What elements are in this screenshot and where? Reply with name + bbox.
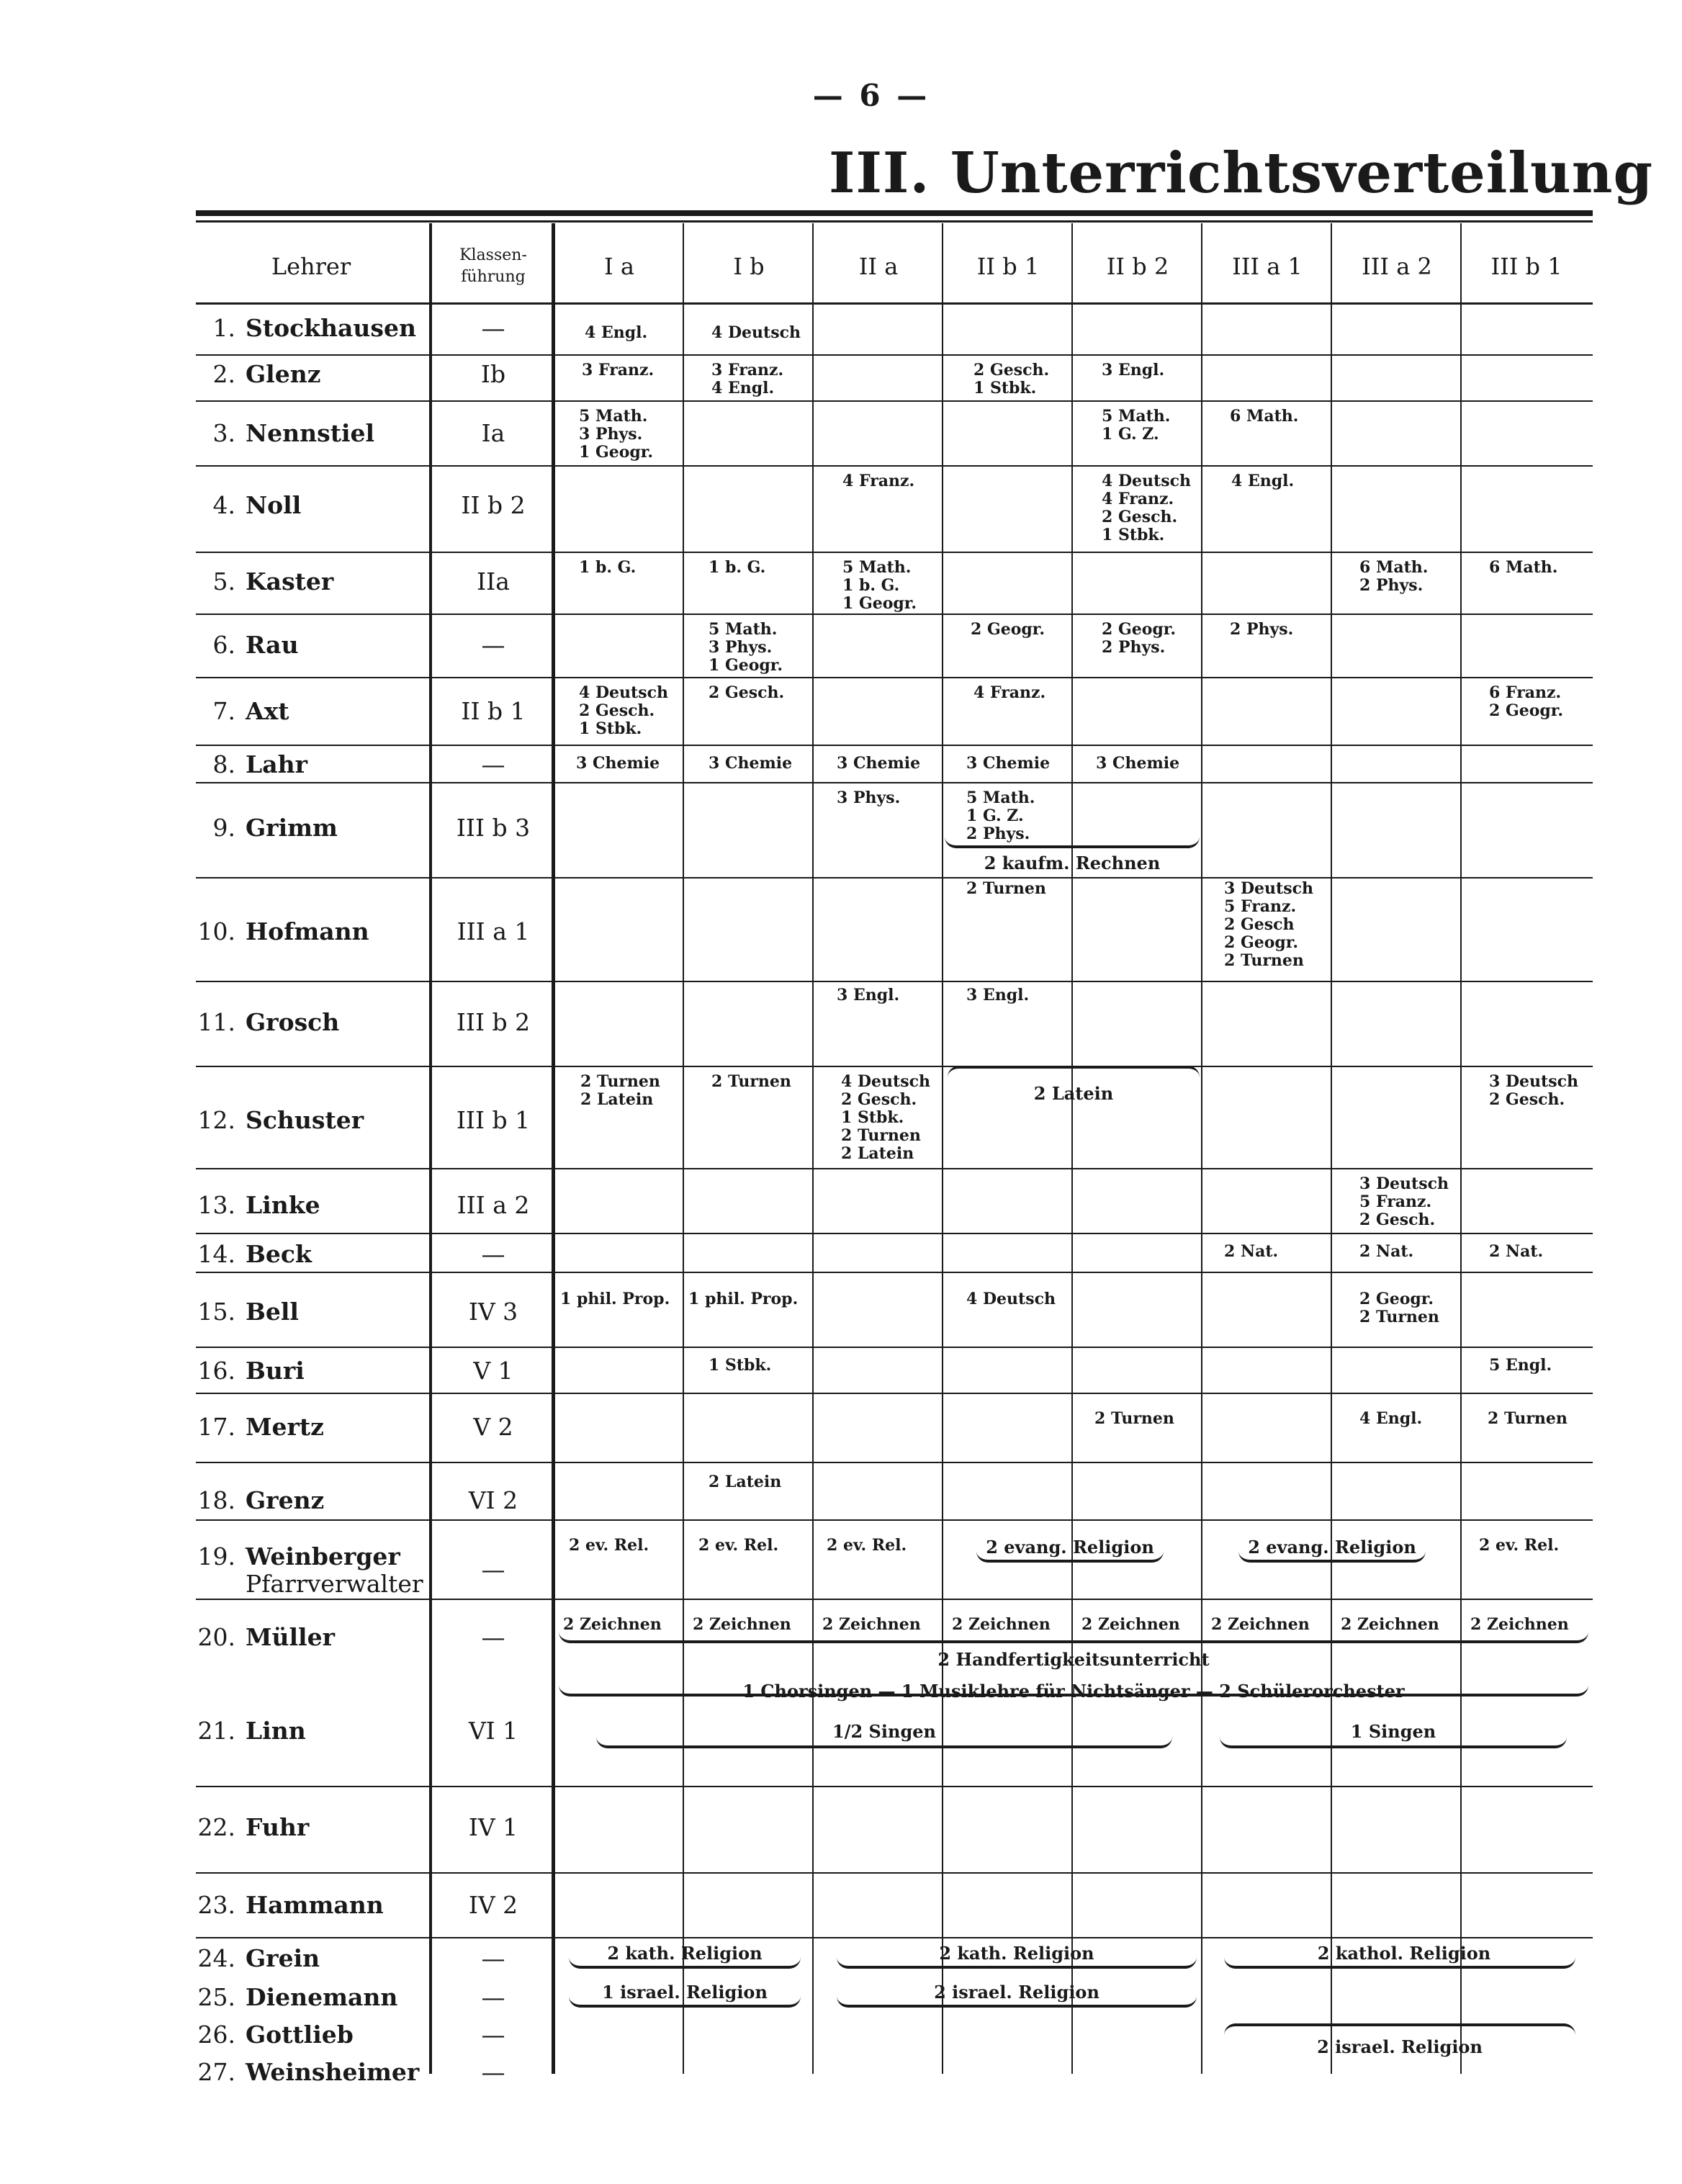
page-title: III. Unterrichtsverteilung <box>828 140 1653 206</box>
page-number: — 6 — <box>812 78 930 113</box>
span-brace <box>837 1993 1197 2008</box>
col-header-IIb1: II b 1 <box>976 253 1040 280</box>
row-rule <box>196 677 1593 678</box>
span-brace <box>1224 1954 1575 1969</box>
teacher-row: 3. Nennstiel <box>212 419 375 447</box>
grid-vline <box>683 223 684 2074</box>
span-label: 1/2 Singen <box>832 1721 936 1742</box>
span-label: 2 evang. Religion <box>1248 1537 1416 1558</box>
teacher-row: 20. Müller <box>197 1623 335 1651</box>
schedule-cell: 2 Zeichnen <box>693 1615 791 1634</box>
class-lead: VI 1 <box>468 1717 518 1745</box>
col-header-teacher: Lehrer <box>271 253 351 280</box>
class-lead: III a 1 <box>457 917 530 945</box>
row-rule <box>196 1347 1593 1348</box>
teacher-row: 24. Grein <box>197 1944 320 1972</box>
row-rule <box>196 981 1593 982</box>
class-lead: — <box>481 1555 505 1583</box>
span-brace <box>569 1954 801 1969</box>
class-lead: — <box>481 631 505 659</box>
schedule-cell: 3 Deutsch 5 Franz. 2 Gesch. <box>1359 1174 1449 1229</box>
grid-vline <box>942 223 943 2074</box>
schedule-cell: 6 Math. 2 Phys. <box>1359 558 1429 595</box>
schedule-cell: 4 Deutsch <box>711 323 801 342</box>
teacher-row: 16. Buri <box>197 1357 305 1385</box>
col-header-IIIa2: III a 2 <box>1362 253 1432 280</box>
span-label: 1 Chorsingen — 1 Musiklehre für Nichtsänger — 2 Schülerorchester <box>742 1681 1405 1702</box>
class-lead: — <box>481 314 505 342</box>
schedule-cell: 2 Zeichnen <box>1470 1615 1569 1634</box>
span-label: 2 israel. Religion <box>934 1982 1099 2003</box>
row-rule <box>196 552 1593 553</box>
schedule-cell: 2 Zeichnen <box>822 1615 921 1634</box>
header-rule-thin <box>196 220 1593 223</box>
schedule-cell: 1 b. G. <box>579 558 637 577</box>
class-lead: IV 1 <box>468 1813 518 1841</box>
schedule-cell: 2 Nat. <box>1224 1242 1279 1261</box>
class-lead: IV 2 <box>468 1891 518 1919</box>
teacher-row: 23. Hammann <box>197 1891 384 1919</box>
span-label: 2 Handfertigkeitsunterricht <box>937 1649 1210 1670</box>
schedule-cell: 5 Math. 1 G. Z. <box>1102 407 1171 444</box>
schedule-cell: 4 Deutsch 2 Gesch. 1 Stbk. 2 Turnen 2 Latein <box>841 1072 930 1163</box>
schedule-cell: 2 ev. Rel. <box>1479 1536 1560 1555</box>
teacher-row: 2. Glenz <box>212 360 321 388</box>
schedule-cell: 2 Gesch. 1 Stbk. <box>973 361 1050 397</box>
row-rule <box>196 1872 1593 1874</box>
teacher-row: 27. Weinsheimer <box>197 2058 420 2086</box>
schedule-cell: 2 Geogr. 2 Phys. <box>1102 620 1177 657</box>
schedule-cell: 2 Zeichnen <box>1341 1615 1439 1634</box>
teacher-row: 13. Linke <box>197 1191 320 1219</box>
schedule-cell: 2 Turnen <box>711 1072 791 1091</box>
schedule-cell: 5 Math. 1 G. Z. 2 Phys. <box>966 788 1035 843</box>
schedule-cell: 4 Deutsch 4 Franz. 2 Gesch. 1 Stbk. <box>1102 472 1191 544</box>
header-rule-thick <box>196 210 1593 216</box>
grid-vline <box>1201 223 1202 2074</box>
class-lead: IV 3 <box>468 1298 518 1326</box>
schedule-cell: 1 phil. Prop. <box>688 1290 799 1308</box>
class-lead: — <box>481 750 505 778</box>
teacher-row: 1. Stockhausen <box>212 314 416 342</box>
header-bottom-rule <box>196 302 1593 305</box>
class-lead: III a 2 <box>457 1191 530 1219</box>
teacher-row: 15. Bell <box>197 1298 299 1326</box>
teacher-row: 12. Schuster <box>197 1106 364 1134</box>
grid-vline <box>1460 223 1462 2074</box>
span-brace <box>559 1629 1588 1643</box>
row-rule <box>196 877 1593 878</box>
teacher-row: 14. Beck <box>197 1240 312 1268</box>
schedule-cell: 3 Franz. <box>582 361 655 379</box>
col-header-Ia: I a <box>604 253 634 280</box>
teacher-row: 26. Gottlieb <box>197 2021 354 2049</box>
class-lead: — <box>481 1983 505 2011</box>
class-lead: III b 1 <box>456 1106 531 1134</box>
teacher-subtitle: Pfarrverwalter <box>246 1570 423 1598</box>
teacher-row: 18. Grenz <box>197 1486 325 1514</box>
schedule-cell: 3 Engl. <box>837 986 900 1005</box>
teacher-row: 6. Rau <box>212 631 299 659</box>
schedule-cell: 4 Franz. <box>973 683 1046 702</box>
schedule-cell: 4 Deutsch 2 Gesch. 1 Stbk. <box>579 683 668 738</box>
schedule-cell: 2 Turnen <box>1488 1409 1568 1428</box>
schedule-cell: 3 Chemie <box>576 754 660 773</box>
row-rule <box>196 1599 1593 1600</box>
span-label: 1 israel. Religion <box>602 1982 768 2003</box>
schedule-cell: 2 ev. Rel. <box>827 1536 907 1555</box>
schedule-cell: 1 Stbk. <box>709 1356 772 1375</box>
schedule-cell: 2 Zeichnen <box>563 1615 662 1634</box>
schedule-cell: 6 Math. <box>1489 558 1558 577</box>
class-lead: V 2 <box>473 1413 513 1441</box>
row-rule <box>196 354 1593 356</box>
teacher-row: 11. Grosch <box>197 1008 340 1036</box>
row-rule <box>196 1066 1593 1067</box>
row-rule <box>196 1462 1593 1463</box>
grid-vline <box>1331 223 1332 2074</box>
row-rule <box>196 1168 1593 1169</box>
row-rule <box>196 400 1593 402</box>
teacher-row: 5. Kaster <box>212 567 334 596</box>
teacher-row: 9. Grimm <box>212 814 338 842</box>
schedule-cell: 4 Engl. <box>1231 472 1295 490</box>
schedule-cell: 2 Turnen <box>966 879 1046 898</box>
grid-vline <box>812 223 814 2074</box>
row-rule <box>196 1233 1593 1234</box>
span-label: 2 kaufm. Rechnen <box>984 853 1161 873</box>
span-brace <box>976 1548 1164 1563</box>
schedule-cell: 3 Deutsch 5 Franz. 2 Gesch 2 Geogr. 2 Turnen <box>1224 879 1313 970</box>
schedule-cell: 2 Zeichnen <box>1211 1615 1310 1634</box>
schedule-cell: 1 phil. Prop. <box>560 1290 670 1308</box>
schedule-cell: 4 Engl. <box>585 323 648 342</box>
schedule-cell: 3 Franz. 4 Engl. <box>711 361 784 397</box>
span-brace <box>1238 1548 1426 1563</box>
class-lead: Ia <box>481 419 505 447</box>
teacher-row: 4. Noll <box>212 491 302 519</box>
schedule-cell: 2 Turnen <box>1094 1409 1174 1428</box>
schedule-cell: 2 ev. Rel. <box>569 1536 649 1555</box>
row-rule <box>196 1393 1593 1394</box>
row-rule <box>196 1937 1593 1938</box>
row-rule <box>196 1519 1593 1521</box>
class-lead: — <box>481 1240 505 1268</box>
class-lead: IIa <box>477 567 510 596</box>
schedule-cell: 3 Engl. <box>1102 361 1165 379</box>
teacher-row: 7. Axt <box>212 697 289 725</box>
row-rule <box>196 465 1593 467</box>
span-label: 2 Latein <box>1033 1083 1114 1104</box>
span-brace <box>837 1954 1197 1969</box>
span-label: 2 kathol. Religion <box>1317 1943 1491 1964</box>
grid-vline <box>1071 223 1073 2074</box>
span-brace <box>948 1066 1200 1080</box>
span-label: 2 kath. Religion <box>939 1943 1094 1964</box>
span-label: 2 kath. Religion <box>607 1943 763 1964</box>
schedule-cell: 5 Math. 3 Phys. 1 Geogr. <box>579 407 654 462</box>
row-rule <box>196 1272 1593 1273</box>
class-lead: — <box>481 1623 505 1651</box>
schedule-cell: 3 Deutsch 2 Gesch. <box>1489 1072 1578 1109</box>
class-lead: III b 3 <box>456 814 531 842</box>
span-label: 2 evang. Religion <box>986 1537 1154 1558</box>
schedule-cell: 3 Chemie <box>709 754 793 773</box>
schedule-cell: 2 Phys. <box>1230 620 1294 639</box>
span-brace <box>945 834 1200 848</box>
schedule-cell: 5 Math. 3 Phys. 1 Geogr. <box>709 620 783 675</box>
schedule-cell: 2 ev. Rel. <box>698 1536 779 1555</box>
schedule-cell: 3 Engl. <box>966 986 1030 1005</box>
teacher-row: 8. Lahr <box>212 750 307 778</box>
schedule-cell: 4 Deutsch <box>966 1290 1056 1308</box>
schedule-cell: 2 Latein <box>709 1473 782 1491</box>
span-label: 2 israel. Religion <box>1317 2036 1483 2057</box>
teacher-row: 19. Weinberger <box>197 1542 400 1570</box>
row-rule <box>196 745 1593 746</box>
schedule-cell: 2 Geogr. <box>971 620 1045 639</box>
class-lead: VI 2 <box>468 1486 518 1514</box>
span-brace <box>1224 2023 1575 2038</box>
col-header-IIIb1: III b 1 <box>1490 253 1562 280</box>
class-lead: III b 2 <box>456 1008 531 1036</box>
teacher-row: 17. Mertz <box>197 1413 324 1441</box>
span-label: 1 Singen <box>1350 1721 1436 1742</box>
col-header-Ib: I b <box>733 253 765 280</box>
schedule-cell: 4 Engl. <box>1359 1409 1423 1428</box>
schedule-cell: 2 Gesch. <box>709 683 785 702</box>
class-lead: — <box>481 2058 505 2086</box>
schedule-cell: 3 Chemie <box>1096 754 1180 773</box>
schedule-cell: 2 Zeichnen <box>1081 1615 1180 1634</box>
col-header-class-lead: Klassen- führung <box>459 246 527 286</box>
schedule-cell: 2 Nat. <box>1359 1242 1414 1261</box>
class-lead: — <box>481 1944 505 1972</box>
schedule-cell: 4 Franz. <box>842 472 915 490</box>
schedule-cell: 3 Chemie <box>966 754 1051 773</box>
teacher-row: 22. Fuhr <box>197 1813 310 1841</box>
col-header-IIb2: II b 2 <box>1106 253 1169 280</box>
schedule-cell: 5 Math. 1 b. G. 1 Geogr. <box>842 558 917 613</box>
row-rule <box>196 614 1593 615</box>
class-lead: — <box>481 2021 505 2049</box>
teacher-row: 25. Dienemann <box>197 1983 398 2011</box>
class-lead: Ib <box>480 360 506 388</box>
schedule-cell: 1 b. G. <box>709 558 766 577</box>
teacher-row: 21. Linn <box>197 1717 306 1745</box>
teacher-row: 10. Hofmann <box>197 917 369 945</box>
row-rule <box>196 1786 1593 1787</box>
schedule-cell: 3 Chemie <box>837 754 921 773</box>
schedule-cell: 2 Turnen 2 Latein <box>580 1072 660 1109</box>
class-lead: II b 2 <box>461 491 526 519</box>
schedule-cell: 6 Franz. 2 Geogr. <box>1489 683 1564 720</box>
schedule-cell: 6 Math. <box>1230 407 1299 426</box>
schedule-cell: 2 Geogr. 2 Turnen <box>1359 1290 1439 1326</box>
schedule-cell: 5 Engl. <box>1489 1356 1552 1375</box>
schedule-cell: 2 Nat. <box>1489 1242 1544 1261</box>
col-header-IIIa1: III a 1 <box>1232 253 1303 280</box>
schedule-cell: 3 Phys. <box>837 788 901 807</box>
span-brace <box>569 1993 801 2008</box>
col-header-IIa: II a <box>858 253 899 280</box>
schedule-cell: 2 Zeichnen <box>952 1615 1051 1634</box>
class-lead: II b 1 <box>461 697 526 725</box>
class-lead: V 1 <box>473 1357 513 1385</box>
row-rule <box>196 782 1593 783</box>
